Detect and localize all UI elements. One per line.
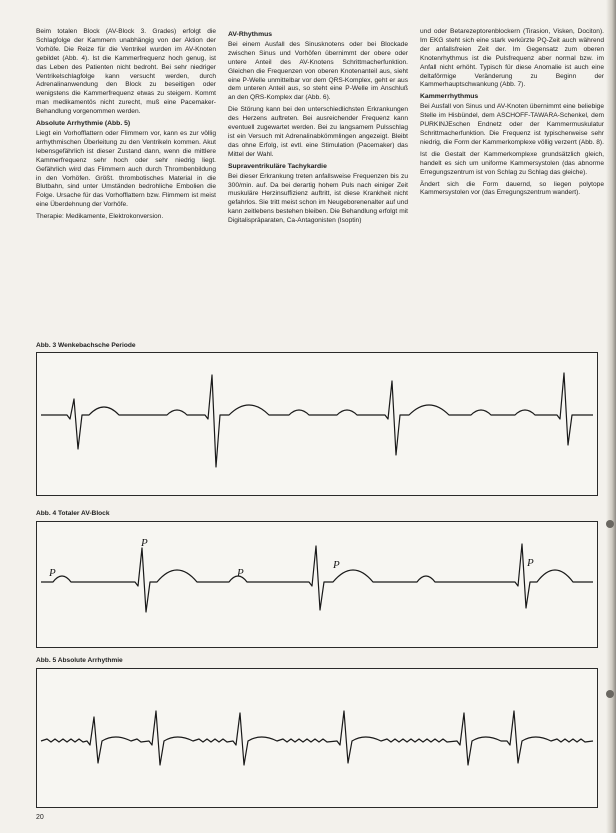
page-number: 20: [36, 814, 44, 821]
paragraph: Ändert sich die Form dauernd, so liegen polytope Kammersystolen vor (das Erregungszentrum wandert).: [420, 180, 604, 197]
p-wave-label: P: [49, 567, 56, 579]
binding-hole: [606, 690, 614, 698]
paragraph: Beim totalen Block (AV-Block 3. Grades) erfolgt die Schlagfolge der Kammern unabhängig von der Aktion der Vorhöfe. Die Reize für die Ventrikel wurden im AV-Knoten gebildet (Abb. 4). Ist die Kammerfrequenz hoch genug, ist das Leben des Patienten nicht bedroht. Bei sehr niedriger Ventrikelschlagfolge kann versucht werden, durch Adrenalinanwendung den Block zu beseitigen oder wenigstens die Kammerfrequenz etwas zu steigern. Kommt man medikamentös nicht zurecht, muß eine Pacemaker-Behandlung vorgenommen werden.: [36, 28, 216, 116]
ecg-waveform: [41, 711, 593, 765]
p-wave-label: P: [141, 537, 148, 549]
paragraph: Bei dieser Erkrankung treten anfallsweise Frequenzen bis zu 300/min. auf. Da bei derartig hohem Puls nach einiger Zeit muskuläre Herzinsuffizienz auftritt, ist diese Krankheit nicht gefahrlos. Sie tritt meist schon im Neugeborenenalter auf und kann zeitlebens bestehen bleiben. Die Behandlung erfolgt mit Digitalispräparaten, Ca-Antagonisten (Isoptin): [228, 172, 408, 225]
section-heading: AV-Rhythmus: [228, 31, 273, 38]
ecg-strip-av-block: [36, 521, 598, 648]
p-wave-label: P: [237, 567, 244, 579]
figure-caption-abb3: Abb. 3 Wenkebachsche Periode: [36, 342, 136, 349]
p-wave-label: P: [333, 559, 340, 571]
ecg-strip-wenkebach: [36, 352, 598, 496]
ecg-strip-arrhythmie: [36, 668, 598, 808]
ecg-waveform: [41, 544, 593, 612]
paragraph: Bei Ausfall von Sinus und AV-Knoten übernimmt eine beliebige Stelle im Hisbündel, dem ASCHOFF-TAWARA-Schenkel, dem PURKINJEschen Endnetz oder der Kammermuskulatur Schrittmacherfunktion. Die Frequenz ist typischerweise sehr niedrig, die Form der Kammerkomplexe völlig verzerrt (Abb. 8).: [420, 103, 604, 146]
text-column-right: [420, 28, 604, 358]
binding-hole: [606, 520, 614, 528]
ecg-trace-wenkebach: [37, 353, 597, 495]
paragraph: Bei einem Ausfall des Sinusknotens oder bei Blockade zwischen Sinus und Vorhöfen übernimmt der obere oder untere Anteil des AV-Knotens Schrittmacherfunktion. Gleichen die Frequenzen von oberen Knotenanteil aus, sieht eine P-Welle unmittelbar vor dem QRS-Komplex, geht er aus dem unteren Anteil aus, so steht eine P-Welle im Anschluß an den QRS-Komplex dar (Abb. 6).: [228, 40, 408, 102]
section-heading: Supraventrikuläre Tachykardie: [228, 162, 327, 170]
paragraph: Die Störung kann bei den unterschiedlichsten Erkrankungen des Herzens auftreten. Bei ausreichender Frequenz kann eventuell zugewartet werden. Bei zu langsamem Pulsschlag ist ein Versuch mit Adrenalinabkömmlingen angezeigt. Bleibt das ohne Erfolg, ist evtl. eine Stimulation (Pacemaker) das Mittel der Wahl.: [228, 106, 408, 158]
figure-caption-abb5: Abb. 5 Absolute Arrhythmie: [36, 657, 123, 664]
paragraph: und oder Betarezeptorenblockern (Tirasion, Visken, Dociton). Im EKG steht sich eine stark verkürzte PQ-Zeit auch während der anfallsfreien Zeit der. Im Gegensatz zum oberen Knotenrhythmus ist die Pulsfrequenz aber normal bzw. im Anfall nicht erhöht. Typisch für diese Anomalie ist auch eine deltaförmige Veränderung zu Beginn der Kammerhauptschwankung (Abb. 7).: [420, 28, 604, 89]
p-wave-label: P: [527, 557, 534, 569]
figure-caption-abb4: Abb. 4 Totaler AV-Block: [36, 510, 110, 517]
text-column-left: [36, 28, 216, 358]
text-column-middle: [228, 28, 408, 358]
ecg-trace-arrhythmie: [37, 669, 597, 807]
ecg-waveform: [41, 373, 593, 467]
paragraph: Liegt ein Vorhofflattern oder Flimmern vor, kann es zur völlig arrhythmischen Überleitung zu den Ventrikeln kommen. Akut lebensgefährlich ist dieser Zustand dann, wenn die mittlere Kammerfrequenz sehr hoch oder sehr niedrig liegt. Gefährlich wird das Flimmern auch durch Thrombenbildung in den Vorhöfen. Größt. thrombotisches Material in die Blutbahn, sind unter Umständen bedrohliche Embolien die Folge. Ursache für das Vorhofflattern bzw. Flimmern ist meist eine Überdehnung der Vorhöfe.: [36, 129, 216, 209]
section-heading: Absolute Arrhythmie (Abb. 5): [36, 120, 131, 128]
page-binding-edge: [606, 0, 616, 833]
section-heading: Kammerrhythmus: [420, 93, 479, 101]
paragraph: Therapie: Medikamente, Elektrokonversion.: [36, 213, 164, 221]
paragraph: Ist die Gestalt der Kammerkomplexe grundsätzlich gleich, handelt es sich um uniforme Kammersystolen (das abnorme Erregungszentrum ist von Schlag zu Schlag das gleiche).: [420, 150, 604, 176]
ecg-trace-av-block: [37, 522, 597, 647]
